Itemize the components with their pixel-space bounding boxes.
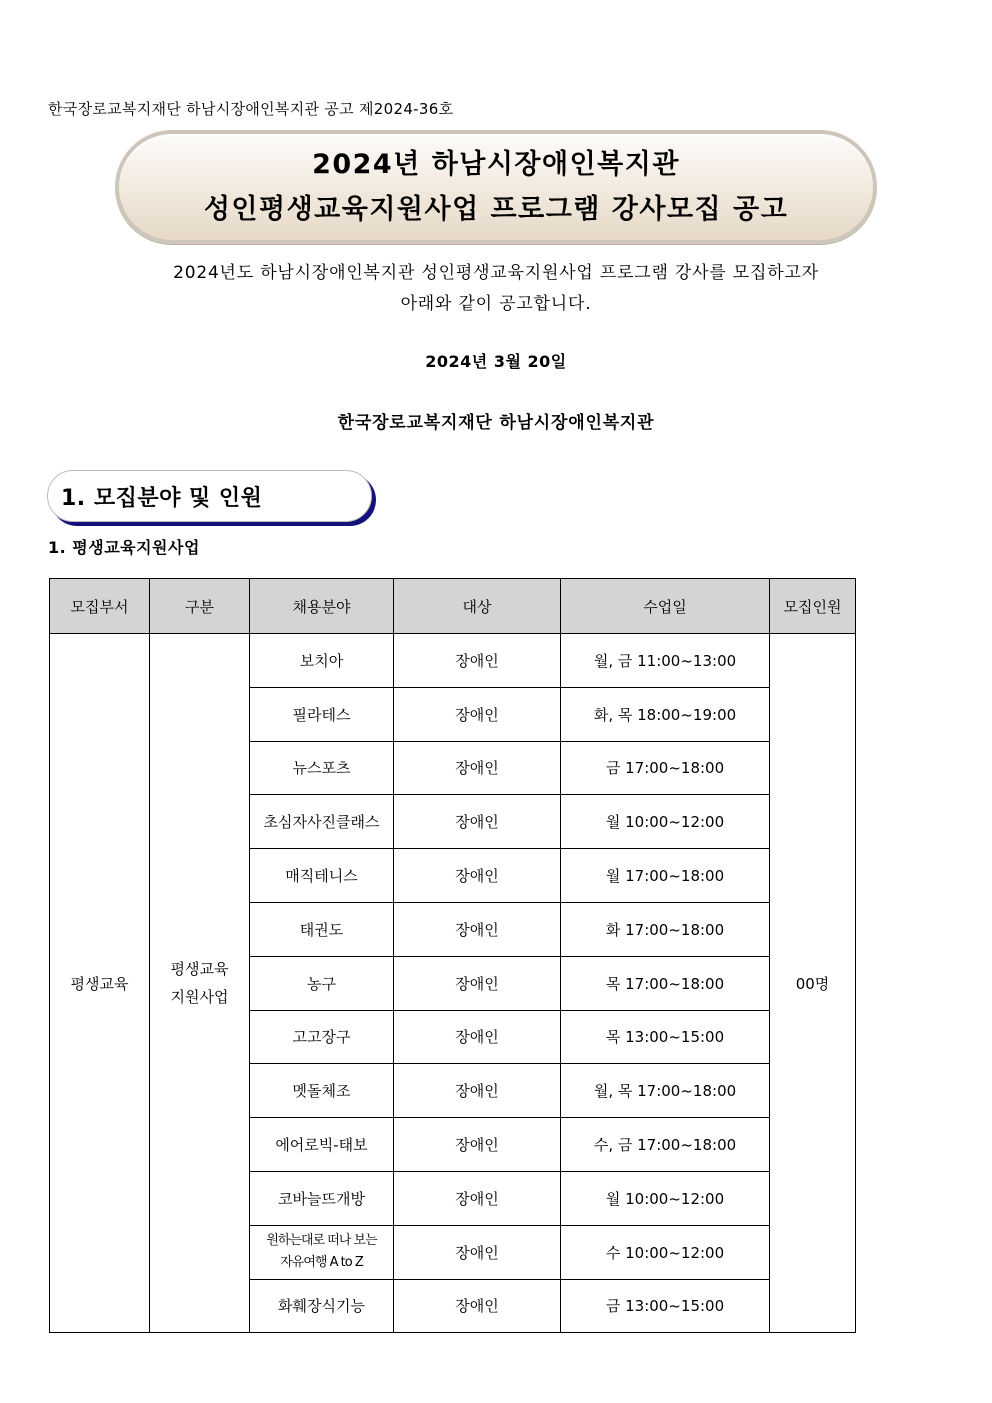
target-cell: 장애인	[394, 956, 561, 1010]
field-cell: 화훼장식기능	[250, 1279, 394, 1333]
target-cell: 장애인	[394, 741, 561, 795]
field-cell: 에어로빅-태보	[250, 1118, 394, 1172]
notice-number: 한국장로교복지재단 하남시장애인복지관 공고 제2024-36호	[48, 100, 454, 118]
field-cell: 태권도	[250, 902, 394, 956]
header-target: 대상	[394, 579, 561, 634]
field-line-1: 원하는대로 떠나 보는	[266, 1233, 377, 1249]
sub-heading: 1. 평생교육지원사업	[48, 538, 200, 557]
title-banner	[115, 130, 877, 244]
target-cell: 장애인	[394, 1171, 561, 1225]
schedule-cell: 월 10:00~12:00	[561, 1171, 770, 1225]
target-cell: 장애인	[394, 1279, 561, 1333]
field-cell: 필라테스	[250, 687, 394, 741]
schedule-cell: 화 17:00~18:00	[561, 902, 770, 956]
intro-text	[0, 258, 992, 320]
schedule-cell: 월, 금 11:00~13:00	[561, 634, 770, 688]
target-cell: 장애인	[394, 687, 561, 741]
headcount-cell: 00명	[770, 634, 856, 1333]
schedule-cell: 월 17:00~18:00	[561, 849, 770, 903]
department-cell: 평생교육	[50, 634, 150, 1333]
title-line-1: 2024년 하남시장애인복지관	[312, 149, 680, 180]
schedule-cell: 목 17:00~18:00	[561, 956, 770, 1010]
field-cell: 고고장구	[250, 1010, 394, 1064]
header-schedule: 수업일	[561, 579, 770, 634]
field-cell: 초심자사진클래스	[250, 795, 394, 849]
schedule-cell: 월, 목 17:00~18:00	[561, 1064, 770, 1118]
field-line-2: 자유여행 A to Z	[280, 1255, 363, 1271]
target-cell: 장애인	[394, 849, 561, 903]
target-cell: 장애인	[394, 634, 561, 688]
category-line-2: 지원사업	[170, 988, 229, 1007]
target-cell: 장애인	[394, 1225, 561, 1279]
notice-date: 2024년 3월 20일	[425, 352, 567, 371]
header-category: 구분	[150, 579, 250, 634]
section-heading-box	[47, 470, 372, 522]
field-cell	[250, 1225, 394, 1279]
field-cell: 코바늘뜨개방	[250, 1171, 394, 1225]
field-cell: 매직테니스	[250, 849, 394, 903]
schedule-cell: 금 13:00~15:00	[561, 1279, 770, 1333]
schedule-cell: 화, 목 18:00~19:00	[561, 687, 770, 741]
intro-line-2: 아래와 같이 공고합니다.	[400, 294, 592, 314]
field-cell: 뉴스포츠	[250, 741, 394, 795]
header-department: 모집부서	[50, 579, 150, 634]
target-cell: 장애인	[394, 795, 561, 849]
target-cell: 장애인	[394, 1064, 561, 1118]
target-cell: 장애인	[394, 1118, 561, 1172]
section-heading: 1. 모집분야 및 인원	[61, 486, 263, 511]
organization-name: 한국장로교복지재단 하남시장애인복지관	[337, 413, 655, 433]
schedule-cell: 수, 금 17:00~18:00	[561, 1118, 770, 1172]
intro-line-1: 2024년도 하남시장애인복지관 성인평생교육지원사업 프로그램 강사를 모집하고자	[173, 263, 819, 283]
target-cell: 장애인	[394, 902, 561, 956]
schedule-cell: 수 10:00~12:00	[561, 1225, 770, 1279]
field-cell: 멧돌체조	[250, 1064, 394, 1118]
table-header-row	[50, 579, 856, 634]
header-headcount: 모집인원	[770, 579, 856, 634]
schedule-cell: 금 17:00~18:00	[561, 741, 770, 795]
table-row	[50, 634, 856, 688]
category-cell	[150, 634, 250, 1333]
category-line-1: 평생교육	[170, 960, 229, 979]
field-cell: 농구	[250, 956, 394, 1010]
target-cell: 장애인	[394, 1010, 561, 1064]
title-line-2: 성인평생교육지원사업 프로그램 강사모집 공고	[203, 194, 789, 225]
recruitment-table	[49, 578, 856, 1333]
field-cell: 보치아	[250, 634, 394, 688]
schedule-cell: 목 13:00~15:00	[561, 1010, 770, 1064]
header-field: 채용분야	[250, 579, 394, 634]
schedule-cell: 월 10:00~12:00	[561, 795, 770, 849]
